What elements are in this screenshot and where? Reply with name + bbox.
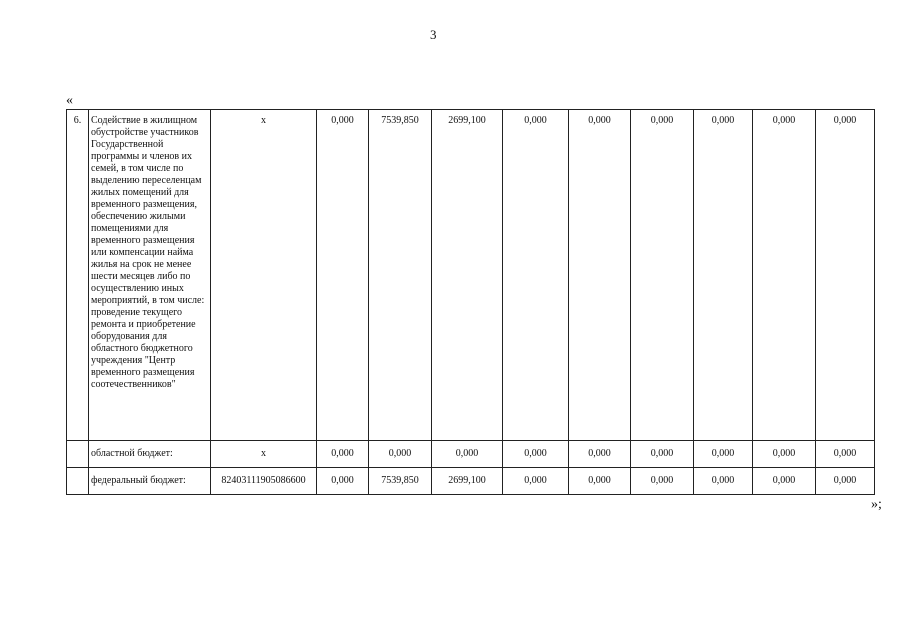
row-value: 0,000 bbox=[317, 441, 369, 468]
table-row bbox=[67, 468, 875, 495]
open-quote: « bbox=[66, 93, 73, 108]
row-value: 0,000 bbox=[317, 468, 369, 495]
page-number: 3 bbox=[430, 27, 437, 42]
row-value: 0,000 bbox=[816, 468, 875, 495]
row-value: 0,000 bbox=[816, 110, 875, 441]
row-value: 0,000 bbox=[369, 441, 432, 468]
row-number: 6. bbox=[67, 110, 89, 441]
row-value: 0,000 bbox=[694, 468, 753, 495]
table-row bbox=[67, 441, 875, 468]
row-value: 0,000 bbox=[753, 441, 816, 468]
table-row bbox=[67, 110, 875, 441]
row-value: 2699,100 bbox=[432, 468, 503, 495]
row-value: 0,000 bbox=[631, 468, 694, 495]
row-name: Содействие в жилищном обустройстве участников Государственной программы и членов их семей, в том числе по выделению переселенцам жилых помещений для временного размещения, обеспечению жилыми помещениями для временного размещения или компенсации найма жилья на срок не менее шести месяцев либо по осуществлению иных мероприятий, в том числе: проведение текущего ремонта и приобретение оборудования для областного бюджетного учреждения "Центр временного размещения соотечественников" bbox=[89, 110, 211, 441]
close-quote: »; bbox=[871, 497, 882, 512]
budget-table bbox=[66, 109, 875, 495]
row-value: 0,000 bbox=[569, 441, 631, 468]
row-value: 0,000 bbox=[753, 110, 816, 441]
row-name: областной бюджет: bbox=[89, 441, 211, 468]
row-value: 0,000 bbox=[631, 110, 694, 441]
row-value: 0,000 bbox=[569, 468, 631, 495]
row-value: 7539,850 bbox=[369, 110, 432, 441]
row-value: 7539,850 bbox=[369, 468, 432, 495]
row-value: 0,000 bbox=[432, 441, 503, 468]
row-code: х bbox=[211, 110, 317, 441]
row-value: 2699,100 bbox=[432, 110, 503, 441]
row-value: 0,000 bbox=[694, 441, 753, 468]
row-value: 0,000 bbox=[631, 441, 694, 468]
row-code: х bbox=[211, 441, 317, 468]
row-value: 0,000 bbox=[569, 110, 631, 441]
row-code: 82403111905086600 bbox=[211, 468, 317, 495]
row-value: 0,000 bbox=[503, 441, 569, 468]
row-value: 0,000 bbox=[503, 468, 569, 495]
row-value: 0,000 bbox=[317, 110, 369, 441]
row-value: 0,000 bbox=[753, 468, 816, 495]
row-value: 0,000 bbox=[816, 441, 875, 468]
row-number bbox=[67, 441, 89, 468]
row-name: федеральный бюджет: bbox=[89, 468, 211, 495]
row-value: 0,000 bbox=[694, 110, 753, 441]
row-value: 0,000 bbox=[503, 110, 569, 441]
row-number bbox=[67, 468, 89, 495]
